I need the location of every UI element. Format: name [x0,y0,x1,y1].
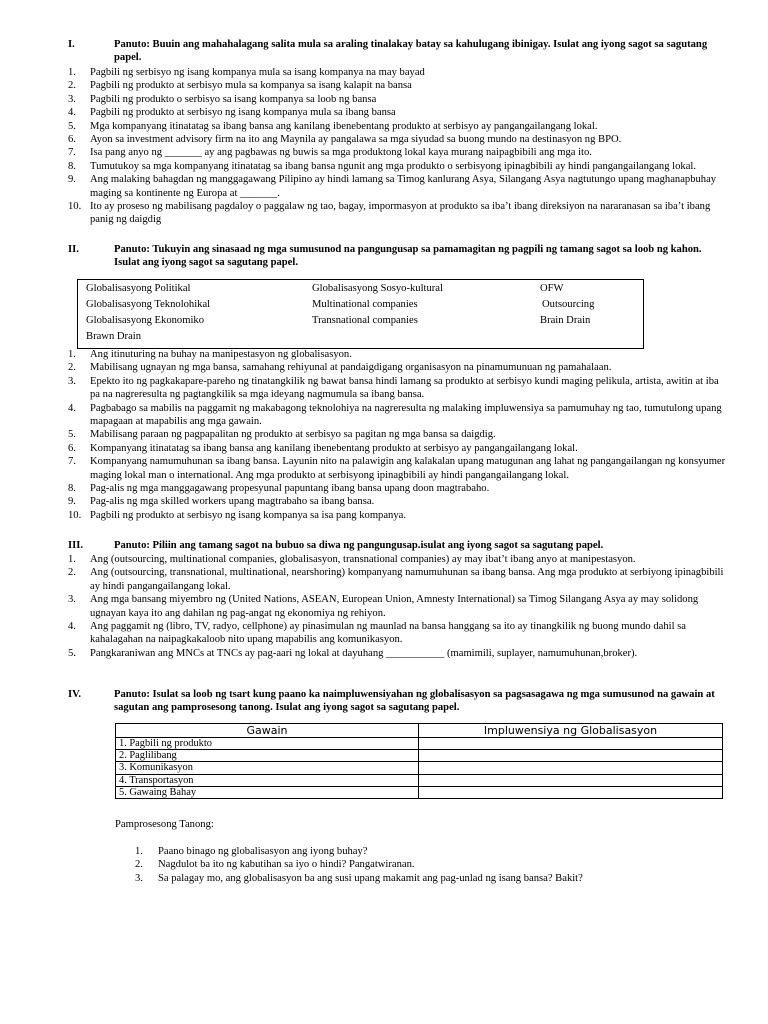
list-item [68,146,728,159]
table-header-gawain: Gawain [116,724,419,738]
impluwensiya-answer-cell[interactable] [419,750,723,762]
choices-box [77,279,644,349]
choice-item: Globalisasyong Ekonomiko [86,315,204,326]
item-number: 5. [68,429,76,441]
gawain-cell: 1. Pagbili ng produkto [116,738,419,750]
item-text: Ang malaking bahagdan ng manggagawang Pilipino ay hindi lamang sa Timog kanlurang Asya, Silangang Asya nagtutungo upang maghanapbuhay maging sa kontinente ng Europa at _______. [90,174,717,199]
choice-item: Globalisasyong Sosyo-kultural [312,283,443,294]
section-2-list [68,348,728,522]
list-item [68,106,728,119]
table-header-impluwensiya: Impluwensiya ng Globalisasyon [419,724,723,738]
item-text: Mabilisang paraan ng pagpapalitan ng produkto at serbisyo sa pagitan ng mga bansa sa daigdig. [90,429,496,441]
item-text: Pagbili ng serbisyo ng isang kompanya mula sa isang kompanya na may bayad [90,67,425,78]
section-4-instruction: Panuto: Isulat sa loob ng tsart kung paano ka naimpluwensiyahan ng globalisasyon sa pagsasagawa ng mga sumusunod na gawain at sagutan ang pamprosesong tanong. Isulat ang iyong sagot sa sagutang papel. [114,689,715,714]
item-text: Ang itinuturing na buhay na manipestasyon ng globalisasyon. [90,349,352,360]
impluwensiya-answer-cell[interactable] [419,774,723,786]
item-number: 5. [68,647,76,659]
item-number: 2. [68,80,76,92]
question-text: Nagdulot ba ito ng kabutihan sa iyo o hindi? Pangatwiranan. [158,859,415,871]
item-text: Pagbili ng produkto at serbisyo ng isang kompanya mula sa ibang bansa [90,107,396,119]
list-item [68,428,728,441]
impluwensiya-answer-cell[interactable] [419,786,723,798]
item-number: 4. [68,107,76,119]
item-text: Isa pang anyo ng _______ ay ang pagbawas ng buwis sa mga produktong lokal kaya murang naipagbibili ang mga ito. [90,147,592,159]
table-row [116,738,723,750]
list-item [68,173,728,200]
list-item [68,361,728,374]
section-1-roman: I. [68,39,75,50]
section-4-roman: IV. [68,689,82,700]
item-number: 1. [68,67,76,78]
section-1-list [68,66,728,227]
item-number: 7. [68,456,76,468]
section-1 [68,38,728,65]
question-number: 1. [135,846,143,857]
section-4 [68,688,728,715]
list-item [68,647,728,660]
list-item [68,93,728,106]
item-text: Kompanyang itinatatag sa ibang bansa ang kanilang ibenebentang produkto at serbisyo ay pangangailangang lokal. [90,442,578,454]
item-text: Pagbabago sa mabilis na paggamit ng makabagong teknolohiya na nagreresulta ng malaking impluwensiya sa pamumuhay ng tao, tumutulong upang mapagaan at mapabilis ang mga gawain. [90,402,722,428]
section-2-instruction: Panuto: Tukuyin ang sinasaad ng mga sumusunod na pangungusap sa pamamagitan ng pagpili ng tamang sagot sa loob ng kahon. Isulat ang iyong sagot sa sagutang papel. [114,244,702,269]
impluwensiya-answer-cell[interactable] [419,762,723,774]
item-number: 6. [68,442,76,454]
choice-item: Brain Drain [540,315,591,326]
choice-item: Globalisasyong Teknolohikal [86,299,211,310]
item-text: Ito ay proseso ng mabilisang pagdaloy o paggalaw ng tao, bagay, impormasyon at produkto sa iba’t ibang direksiyon na nararanasan sa iba’t ibang panig ng daigdig [90,201,711,226]
processing-questions [135,845,735,885]
item-text: Mabilisang ugnayan ng mga bansa, samahang rehiyunal at pandaigdigang organisasyon na pinamumunuan ng pamahalaan. [90,362,612,374]
list-item [68,200,728,227]
item-number: 4. [68,621,76,633]
list-item [68,375,728,402]
choice-item: Globalisasyong Politikal [86,283,191,294]
choice-item: Outsourcing [542,299,595,310]
list-item [68,133,728,146]
gawain-cell: 2. Paglilibang [116,750,419,762]
list-item [68,620,728,647]
question-text: Paano binago ng globalisasyon ang iyong buhay? [158,846,368,857]
item-text: Ang paggamit ng (libro, TV, radyo, cellphone) ay pinasimulan ng maunlad na bansa hanggang sa ito ay tinangkilik ng buong mundo dahil sa kahalagahan na naipagkakaloob nito upang mapabilis ang komunikasyon. [90,621,686,646]
item-text: Pagbili ng produkto o serbisyo sa isang kompanya sa loob ng bansa [90,93,377,105]
item-number: 6. [68,134,76,146]
section-3-instruction: Panuto: Piliin ang tamang sagot na bubuo sa diwa ng pangungusap.isulat ang iyong sagot sa sagutang papel. [114,540,604,551]
list-item [68,442,728,455]
section-2 [68,243,728,270]
processing-questions-label: Pamprosesong Tanong: [115,819,214,830]
item-text: Ayon sa investment advisory firm na ito ang Maynila ay pangalawa sa mga siyudad sa buong mundo na destinasyon ng BPO. [90,134,622,146]
item-text: Pagbili ng produkto at serbisyo ng isang kompanya sa isa pang kompanya. [90,509,406,521]
table-row [116,774,723,786]
question-item [135,858,735,871]
item-text: Kompanyang namumuhunan sa ibang bansa. Layunin nito na palawigin ang kalakalan upang matugunan ang lahat ng pangangailangan ng konsyumer maging lokal man o international. Ang mga produkto at serbisyong ipinagbibili ay hindi pangangailangang lokal. [90,456,726,481]
item-number: 10. [68,201,82,213]
choice-item: OFW [540,283,564,294]
list-item [68,455,728,482]
section-3 [68,539,728,552]
item-number: 9. [68,496,76,508]
gawain-cell: 4. Transportasyon [116,774,419,786]
item-text: Epekto ito ng pagkakapare-pareho ng tinatangkilik ng bawat bansa hindi lamang sa produkto at serbisyo kundi maging pelikula, artista, awitin at iba pa na nagreresulta ng pagtangkilik sa mga ideyang nagmumula sa ibang bansa. [90,375,719,401]
list-item [68,66,728,79]
table-row [116,762,723,774]
choice-item: Brawn Drain [86,331,142,342]
item-number: 4. [68,402,76,414]
list-item [68,120,728,133]
item-number: 3. [68,375,76,387]
item-text: Pag-alis ng mga manggagawang propesyunal papuntang ibang bansa upang doon magtrabaho. [90,483,490,495]
list-item [68,160,728,173]
list-item [68,593,728,620]
list-item [68,566,728,593]
question-number: 3. [135,872,143,884]
item-text: Pangkaraniwan ang MNCs at TNCs ay pag-aari ng lokal at dayuhang ___________ (mamimili, suplayer, namumuhunan,broker). [90,647,638,659]
item-number: 9. [68,174,76,186]
list-item [68,79,728,92]
list-item [68,509,728,522]
item-text: Ang (outsourcing, multinational companies, globalisasyon, transnational companies) ay may ibat’t ibang anyo at manipestasyon. [90,554,636,565]
item-number: 8. [68,483,76,495]
table-row [116,786,723,798]
item-number: 3. [68,594,76,606]
choice-item: Transnational companies [312,315,418,326]
gawain-cell: 5. Gawaing Bahay [116,786,419,798]
item-number: 2. [68,567,76,579]
list-item [68,402,728,429]
item-number: 8. [68,160,76,172]
question-item [135,872,735,885]
section-2-roman: II. [68,244,79,255]
item-text: Pag-alis ng mga skilled workers upang magtrabaho sa ibang bansa. [90,496,375,508]
question-text: Sa palagay mo, ang globalisasyon ba ang susi upang makamit ang pag-unlad ng isang bansa? Bakit? [158,872,583,884]
item-number: 7. [68,147,76,159]
question-item [135,845,735,858]
gawain-cell: 3. Komunikasyon [116,762,419,774]
choice-item: Multinational companies [312,299,418,310]
section-3-roman: III. [68,540,84,551]
item-number: 10. [68,509,82,521]
item-text: Ang mga bansang miyembro ng (United Nations, ASEAN, European Union, Amnesty International) sa Timog Silangang Asya ay may solidong ugnayan kaya ito ang dahilan ng pag-angat ng ekonomiya ng rehiyon. [90,594,699,619]
impluwensiya-answer-cell[interactable] [419,738,723,750]
list-item [68,495,728,508]
table-row [116,750,723,762]
item-text: Mga kompanyang itinatatag sa ibang bansa ang kanilang ibenebentang produkto at serbisyo ay pangangailangang lokal. [90,120,598,132]
list-item [68,482,728,495]
section-1-instruction: Panuto: Buuin ang mahahalagang salita mula sa araling tinalakay batay sa kahulugang ibinigay. Isulat ang iyong sagot sa sagutang papel. [114,39,708,64]
influence-chart-table [115,723,723,799]
item-number: 2. [68,362,76,374]
item-number: 1. [68,349,76,360]
item-number: 1. [68,554,76,565]
list-item [68,553,728,566]
list-item [68,348,728,361]
item-number: 5. [68,120,76,132]
item-text: Tumutukoy sa mga kompanyang itinatatag sa ibang bansa ngunit ang mga produkto o serbisyong ipinagbibili ay hindi pangangailangang lokal. [90,160,697,172]
item-text: Pagbili ng produkto at serbisyo mula sa kompanya sa isang kalapit na bansa [90,80,412,92]
item-text: Ang (outsourcing, transnational, multinational, nearshoring) kompanyang namumuhunan sa ibang bansa. Ang mga produkto at serbiyong ipinagbibili ay hindi pangangailangang lokal. [90,567,724,592]
section-3-list [68,553,728,660]
question-number: 2. [135,859,143,871]
item-number: 3. [68,93,76,105]
